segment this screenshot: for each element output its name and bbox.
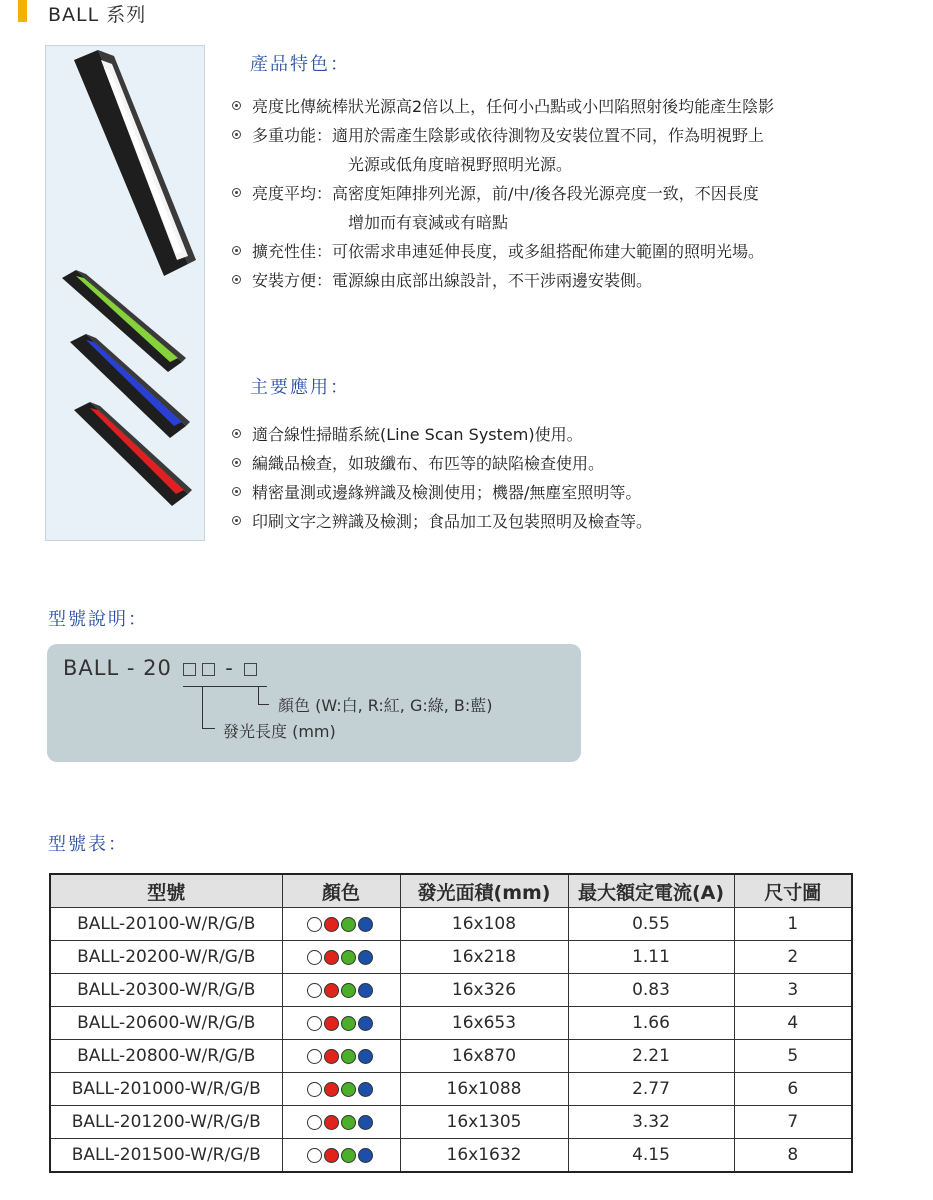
- table-row: [50, 1139, 852, 1173]
- model-code: BALL - 20 -: [63, 656, 260, 680]
- feature-item: 亮度平均：高密度矩陣排列光源，前/中/後各段光源亮度一致，不因長度 增加而有衰減或有暗點: [230, 179, 774, 237]
- table-row: [50, 941, 852, 974]
- red-dot-icon: [324, 1016, 339, 1031]
- color-legend: 顏色 (W:白, R:紅, G:綠, B:藍): [278, 696, 493, 715]
- red-dot-icon: [324, 917, 339, 932]
- model-cell: BALL-20600-W/R/G/B: [50, 1007, 282, 1040]
- blue-dot-icon: [358, 1016, 373, 1031]
- drawing-cell: 1: [734, 908, 852, 941]
- model-cell: BALL-20800-W/R/G/B: [50, 1040, 282, 1073]
- red-dot-icon: [324, 1049, 339, 1064]
- bullet-icon: [232, 246, 241, 255]
- application-item: 適合線性掃瞄系統(Line Scan System)使用。: [230, 420, 652, 449]
- color-dots: [307, 1148, 375, 1163]
- drawing-cell: 8: [734, 1139, 852, 1173]
- white-dot-icon: [307, 1082, 322, 1097]
- bullet-icon: [232, 188, 241, 197]
- green-dot-icon: [341, 1016, 356, 1031]
- bullet-icon: [232, 487, 241, 496]
- blue-dot-icon: [358, 1148, 373, 1163]
- applications-list: [230, 420, 652, 536]
- bullet-icon: [232, 458, 241, 467]
- feature-item: 擴充性佳：可依需求串連延伸長度，或多組搭配佈建大範圍的照明光場。: [230, 237, 774, 266]
- model-cell: BALL-20100-W/R/G/B: [50, 908, 282, 941]
- color-dots: [307, 917, 375, 932]
- feature-item: 安裝方便：電源線由底部出線設計，不干涉兩邊安裝側。: [230, 266, 774, 295]
- model-cell: BALL-201200-W/R/G/B: [50, 1106, 282, 1139]
- green-dot-icon: [341, 1049, 356, 1064]
- application-item: 精密量測或邊緣辨識及檢測使用；機器/無塵室照明等。: [230, 478, 652, 507]
- green-light-bar: [62, 270, 186, 372]
- green-dot-icon: [341, 1148, 356, 1163]
- drawing-cell: 7: [734, 1106, 852, 1139]
- area-cell: 16x218: [400, 941, 568, 974]
- drawing-cell: 2: [734, 941, 852, 974]
- bullet-icon: [232, 101, 241, 110]
- current-cell: 1.11: [568, 941, 734, 974]
- table-row: [50, 974, 852, 1007]
- model-cell: BALL-20200-W/R/G/B: [50, 941, 282, 974]
- green-dot-icon: [341, 1115, 356, 1130]
- color-dots: [307, 1049, 375, 1064]
- column-header-current: 最大額定電流(A): [568, 874, 734, 908]
- current-cell: 3.32: [568, 1106, 734, 1139]
- area-cell: 16x870: [400, 1040, 568, 1073]
- white-dot-icon: [307, 983, 322, 998]
- color-cell: [282, 941, 400, 974]
- blue-dot-icon: [358, 983, 373, 998]
- features-heading: 產品特色：: [250, 54, 350, 75]
- feature-item: 多重功能：適用於需產生陰影或依待測物及安裝位置不同，作為明視野上 光源或低角度暗視野照明光源。: [230, 121, 774, 179]
- area-cell: 16x1088: [400, 1073, 568, 1106]
- table-row: [50, 1106, 852, 1139]
- color-cell: [282, 908, 400, 941]
- green-dot-icon: [341, 950, 356, 965]
- color-cell: [282, 1040, 400, 1073]
- white-dot-icon: [307, 1016, 322, 1031]
- page-title: BALL 系列: [48, 4, 147, 26]
- feature-item: 亮度比傳統棒狀光源高2倍以上，任何小凸點或小凹陷照射後均能產生陰影: [230, 92, 774, 121]
- bullet-icon: [232, 275, 241, 284]
- color-pointer-line: [258, 686, 269, 705]
- blue-dot-icon: [358, 917, 373, 932]
- code-underline: [183, 686, 267, 687]
- white-dot-icon: [307, 950, 322, 965]
- green-dot-icon: [341, 983, 356, 998]
- column-header-model: 型號: [50, 874, 282, 908]
- applications-heading: 主要應用：: [250, 377, 350, 398]
- application-item: 編織品檢查，如玻纖布、布匹等的缺陷檢查使用。: [230, 449, 652, 478]
- area-cell: 16x653: [400, 1007, 568, 1040]
- drawing-cell: 4: [734, 1007, 852, 1040]
- red-dot-icon: [324, 1082, 339, 1097]
- current-cell: 2.77: [568, 1073, 734, 1106]
- green-dot-icon: [341, 1082, 356, 1097]
- column-header-color: 顏色: [282, 874, 400, 908]
- red-dot-icon: [324, 983, 339, 998]
- blue-dot-icon: [358, 950, 373, 965]
- color-cell: [282, 1007, 400, 1040]
- model-table: [49, 873, 853, 1173]
- application-item: 印刷文字之辨識及檢測；食品加工及包裝照明及檢查等。: [230, 507, 652, 536]
- color-cell: [282, 1073, 400, 1106]
- features-list: [230, 92, 774, 295]
- bullet-icon: [232, 516, 241, 525]
- product-photo: [45, 45, 205, 541]
- red-dot-icon: [324, 950, 339, 965]
- white-light-bar: [74, 50, 196, 276]
- area-cell: 16x1632: [400, 1139, 568, 1173]
- drawing-cell: 3: [734, 974, 852, 1007]
- color-cell: [282, 1139, 400, 1173]
- bullet-icon: [232, 429, 241, 438]
- red-dot-icon: [324, 1148, 339, 1163]
- header-accent-bar: [18, 0, 27, 22]
- length-placeholder-box: [202, 663, 215, 676]
- blue-dot-icon: [358, 1049, 373, 1064]
- drawing-cell: 6: [734, 1073, 852, 1106]
- length-placeholder-box: [183, 663, 196, 676]
- model-explanation-heading: 型號說明：: [48, 609, 148, 630]
- color-placeholder-box: [244, 663, 257, 676]
- white-dot-icon: [307, 917, 322, 932]
- current-cell: 4.15: [568, 1139, 734, 1173]
- table-row: [50, 1073, 852, 1106]
- blue-dot-icon: [358, 1082, 373, 1097]
- white-dot-icon: [307, 1049, 322, 1064]
- area-cell: 16x326: [400, 974, 568, 1007]
- light-bars-illustration: [46, 46, 205, 541]
- green-dot-icon: [341, 917, 356, 932]
- current-cell: 2.21: [568, 1040, 734, 1073]
- color-cell: [282, 974, 400, 1007]
- current-cell: 0.83: [568, 974, 734, 1007]
- column-header-area: 發光面積(mm): [400, 874, 568, 908]
- length-pointer-line: [202, 686, 215, 729]
- area-cell: 16x1305: [400, 1106, 568, 1139]
- table-row: [50, 908, 852, 941]
- color-cell: [282, 1106, 400, 1139]
- model-table-heading: 型號表：: [48, 834, 128, 855]
- model-code-box: [47, 644, 581, 762]
- column-header-drawing: 尺寸圖: [734, 874, 852, 908]
- red-dot-icon: [324, 1115, 339, 1130]
- white-dot-icon: [307, 1115, 322, 1130]
- color-dots: [307, 1115, 375, 1130]
- model-cell: BALL-201500-W/R/G/B: [50, 1139, 282, 1173]
- white-dot-icon: [307, 1148, 322, 1163]
- blue-dot-icon: [358, 1115, 373, 1130]
- bullet-icon: [232, 130, 241, 139]
- model-cell: BALL-201000-W/R/G/B: [50, 1073, 282, 1106]
- table-header-row: [50, 874, 852, 908]
- table-row: [50, 1007, 852, 1040]
- model-cell: BALL-20300-W/R/G/B: [50, 974, 282, 1007]
- color-dots: [307, 1082, 375, 1097]
- area-cell: 16x108: [400, 908, 568, 941]
- drawing-cell: 5: [734, 1040, 852, 1073]
- table-row: [50, 1040, 852, 1073]
- current-cell: 1.66: [568, 1007, 734, 1040]
- color-dots: [307, 983, 375, 998]
- color-dots: [307, 950, 375, 965]
- current-cell: 0.55: [568, 908, 734, 941]
- length-legend: 發光長度 (mm): [223, 722, 336, 741]
- color-dots: [307, 1016, 375, 1031]
